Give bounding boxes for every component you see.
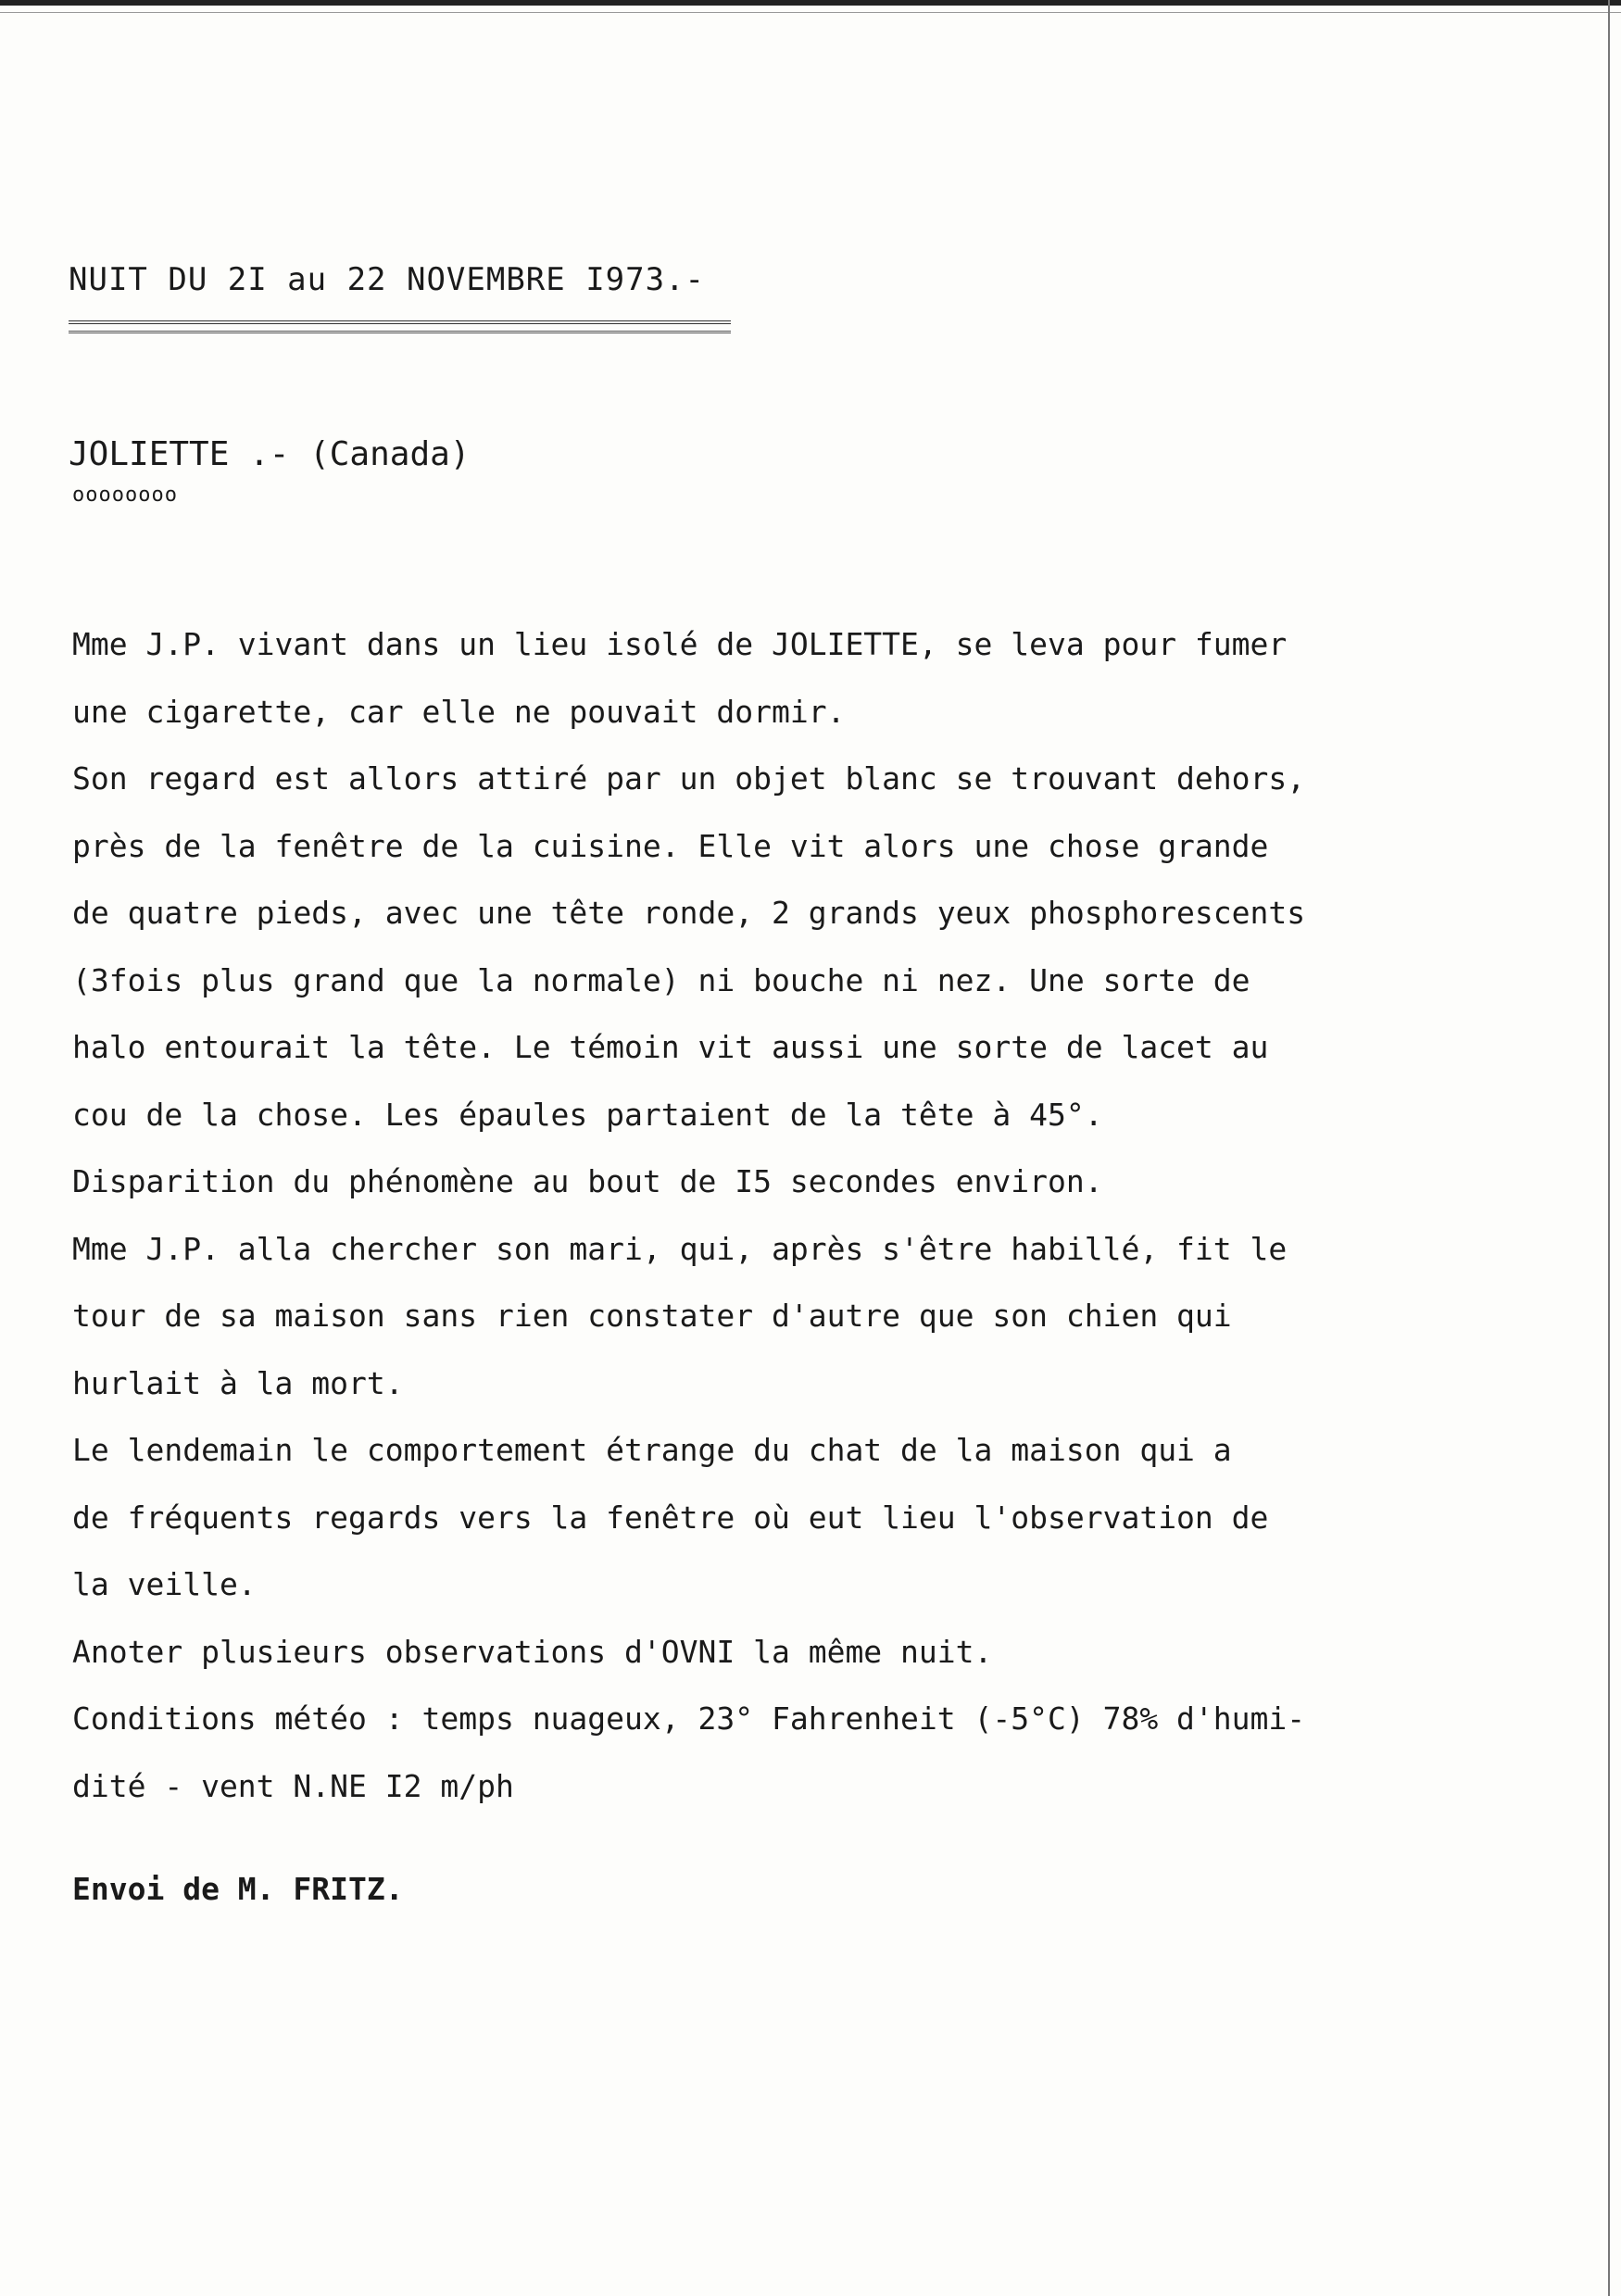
document-title: NUIT DU 2I au 22 NOVEMBRE I973.- — [69, 261, 706, 298]
body-line: hurlait à la mort. — [72, 1364, 404, 1401]
body-line: près de la fenêtre de la cuisine. Elle vit alors une chose grande — [72, 827, 1269, 864]
body-line: (3fois plus grand que la normale) ni bouche ni nez. Une sorte de — [72, 961, 1250, 998]
body-line: de quatre pieds, avec une tête ronde, 2 grands yeux phosphorescents — [72, 895, 1306, 931]
body-line: la veille. — [72, 1566, 257, 1602]
body-line: Mme J.P. alla chercher son mari, qui, après s'être habillé, fit le — [72, 1230, 1288, 1267]
body-line: Le lendemain le comportement étrange du chat de la maison qui a — [72, 1432, 1232, 1468]
body-line: tour de sa maison sans rien constater d'autre que son chien qui — [72, 1298, 1232, 1334]
page-right-edge — [1608, 0, 1610, 2296]
title-underline — [69, 320, 731, 333]
body-line: cou de la chose. Les épaules partaient de la tête à 45°. — [72, 1096, 1103, 1133]
body-line: Disparition du phénomène au bout de I5 secondes environ. — [72, 1163, 1103, 1199]
body-line: Mme J.P. vivant dans un lieu isolé de JOLIETTE, se leva pour fumer — [72, 626, 1288, 662]
body-line: Conditions météo : temps nuageux, 23° Fahrenheit (-5°C) 78% d'humi- — [72, 1700, 1306, 1737]
body-line: Anoter plusieurs observations d'OVNI la même nuit. — [72, 1633, 993, 1670]
body-line: halo entourait la tête. Le témoin vit aussi une sorte de lacet au — [72, 1029, 1269, 1065]
signature-line: Envoi de M. FRITZ. — [72, 1871, 404, 1907]
location-heading: JOLIETTE .- (Canada) — [69, 435, 471, 473]
body-line: Son regard est allors attiré par un objet blanc se trouvant dehors, — [72, 760, 1306, 797]
body-line: de fréquents regards vers la fenêtre où eut lieu l'observation de — [72, 1499, 1269, 1536]
body-line: une cigarette, car elle ne pouvait dormir. — [72, 693, 846, 730]
body-line: dité - vent N.NE I2 m/ph — [72, 1767, 514, 1804]
report-body — [72, 611, 1573, 1820]
page-top-border — [0, 0, 1621, 13]
location-underline: oooooooo — [72, 483, 178, 507]
